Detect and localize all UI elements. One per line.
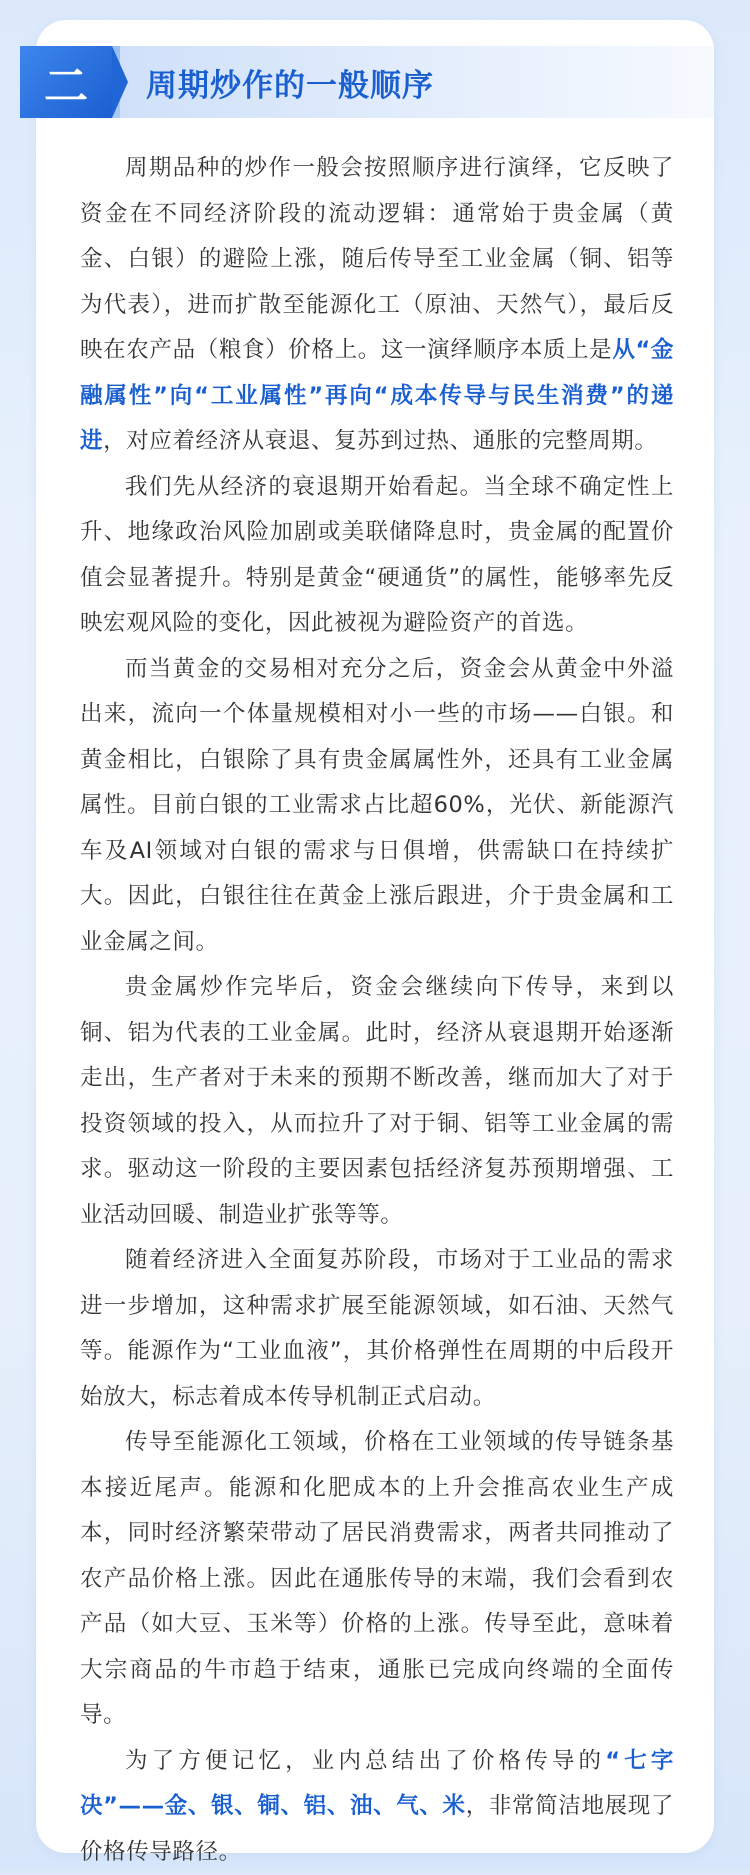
paragraph-1 [80, 146, 674, 465]
paragraph-7-highlight: “七字决”——金、银、铜、铝、油、气、米 [80, 1748, 674, 1820]
paragraph-7 [80, 1739, 674, 1875]
section-title-bar [112, 46, 714, 118]
paragraph-6: 传导至能源化工领域，价格在工业领域的传导链条基本接近尾声。能源和化肥成本的上升会推高农业生产成本，同时经济繁荣带动了居民消费需求，两者共同推动了农产品价格上涨。因此在通胀传导的末端，我们会看到农产品（如大豆、玉米等）价格的上涨。传导至此，意味着大宗商品的牛市趋于结束，通胀已完成向终端的全面传导。 [80, 1420, 674, 1739]
paragraph-4: 贵金属炒作完毕后，资金会继续向下传导，来到以铜、铝为代表的工业金属。此时，经济从衰退期开始逐渐走出，生产者对于未来的预期不断改善，继而加大了对于投资领域的投入，从而拉升了对于铜、铝等工业金属的需求。驱动这一阶段的主要因素包括经济复苏预期增强、工业活动回暖、制造业扩张等等。 [80, 965, 674, 1238]
paragraph-5: 随着经济进入全面复苏阶段，市场对于工业品的需求进一步增加，这种需求扩展至能源领域，如石油、天然气等。能源作为“工业血液”，其价格弹性在周期的中后段开始放大，标志着成本传导机制正式启动。 [80, 1238, 674, 1420]
section-title: 周期炒作的一般顺序 [146, 60, 434, 105]
paragraph-1-highlight: 从“金融属性”向“工业属性”再向“成本传导与民生消费”的递进 [80, 337, 674, 454]
paragraph-2: 我们先从经济的衰退期开始看起。当全球不确定性上升、地缘政治风险加剧或美联储降息时，贵金属的配置价值会显著提升。特别是黄金“硬通货”的属性，能够率先反映宏观风险的变化，因此被视为避险资产的首选。 [80, 465, 674, 647]
section-header [20, 46, 714, 118]
paragraph-7-text-a: 为了方便记忆，业内总结出了价格传导的 [125, 1748, 605, 1774]
paragraph-1-text-b: ，对应着经济从衰退、复苏到过热、通胀的完整周期。 [103, 428, 657, 454]
paragraph-1-text-a: 周期品种的炒作一般会按照顺序进行演绎，它反映了资金在不同经济阶段的流动逻辑：通常始于贵金属（黄金、白银）的避险上涨，随后传导至工业金属（铜、铝等为代表），进而扩散至能源化工（原油、天然气），最后反映在农产品（粮食）价格上。这一演绎顺序本质上是 [80, 155, 674, 363]
paragraph-7-text-b: ，非常简洁地展现了价格传导路径。 [80, 1793, 674, 1865]
paragraph-3: 而当黄金的交易相对充分之后，资金会从黄金中外溢出来，流向一个体量规模相对小一些的市场——白银。和黄金相比，白银除了具有贵金属属性外，还具有工业金属属性。目前白银的工业需求占比超60%，光伏、新能源汽车及AI领域对白银的需求与日俱增，供需缺口在持续扩大。因此，白银往往在黄金上涨后跟进，介于贵金属和工业金属之间。 [80, 647, 674, 966]
section-number-badge: 二 [20, 46, 112, 118]
article-body [80, 146, 674, 1875]
